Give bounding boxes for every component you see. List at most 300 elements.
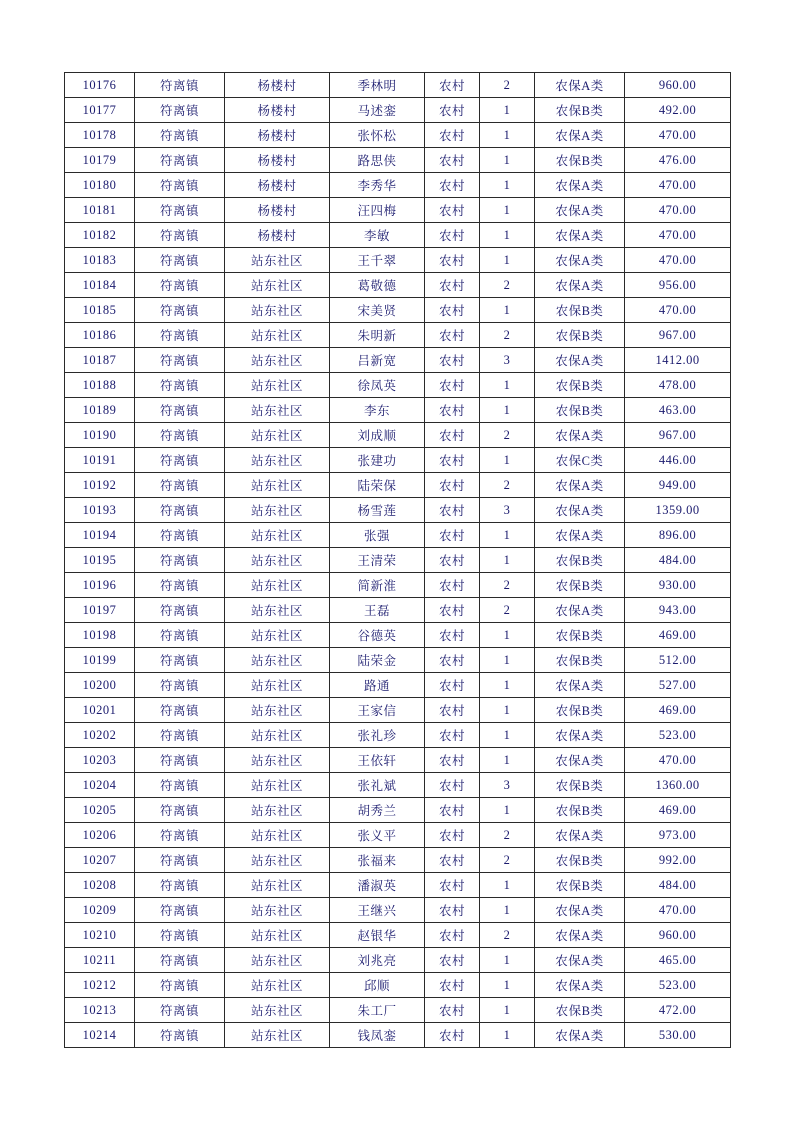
beneficiary-table [64, 72, 731, 1048]
cell-town: 符离镇 [135, 798, 225, 823]
table-row [65, 98, 731, 123]
cell-town: 符离镇 [135, 923, 225, 948]
cell-type: 农村 [425, 848, 480, 873]
cell-name: 张礼珍 [330, 723, 425, 748]
cell-amount: 1360.00 [625, 773, 731, 798]
cell-id: 10189 [65, 398, 135, 423]
table-row [65, 673, 731, 698]
cell-count: 3 [480, 348, 535, 373]
cell-category: 农保B类 [535, 798, 625, 823]
table-row [65, 348, 731, 373]
cell-id: 10185 [65, 298, 135, 323]
cell-category: 农保A类 [535, 173, 625, 198]
cell-town: 符离镇 [135, 498, 225, 523]
table-row [65, 448, 731, 473]
cell-category: 农保B类 [535, 998, 625, 1023]
table-row [65, 473, 731, 498]
cell-id: 10204 [65, 773, 135, 798]
cell-count: 1 [480, 223, 535, 248]
cell-category: 农保A类 [535, 598, 625, 623]
table-row [65, 698, 731, 723]
cell-count: 1 [480, 673, 535, 698]
cell-type: 农村 [425, 223, 480, 248]
cell-count: 1 [480, 648, 535, 673]
cell-count: 2 [480, 473, 535, 498]
table-row [65, 273, 731, 298]
cell-town: 符离镇 [135, 198, 225, 223]
cell-count: 1 [480, 723, 535, 748]
cell-type: 农村 [425, 198, 480, 223]
cell-count: 2 [480, 573, 535, 598]
cell-count: 1 [480, 523, 535, 548]
cell-category: 农保A类 [535, 898, 625, 923]
cell-amount: 476.00 [625, 148, 731, 173]
cell-name: 季林明 [330, 73, 425, 98]
cell-id: 10184 [65, 273, 135, 298]
cell-town: 符离镇 [135, 723, 225, 748]
cell-amount: 973.00 [625, 823, 731, 848]
cell-amount: 523.00 [625, 973, 731, 998]
cell-name: 马述銮 [330, 98, 425, 123]
cell-town: 符离镇 [135, 423, 225, 448]
table-row [65, 123, 731, 148]
cell-id: 10187 [65, 348, 135, 373]
cell-id: 10188 [65, 373, 135, 398]
table-body [65, 73, 731, 1048]
cell-town: 符离镇 [135, 98, 225, 123]
cell-type: 农村 [425, 323, 480, 348]
cell-id: 10192 [65, 473, 135, 498]
cell-amount: 472.00 [625, 998, 731, 1023]
table-row [65, 498, 731, 523]
cell-town: 符离镇 [135, 148, 225, 173]
cell-id: 10214 [65, 1023, 135, 1048]
cell-type: 农村 [425, 273, 480, 298]
cell-amount: 992.00 [625, 848, 731, 873]
cell-village: 站东社区 [225, 548, 330, 573]
cell-name: 路通 [330, 673, 425, 698]
cell-town: 符离镇 [135, 773, 225, 798]
cell-category: 农保A类 [535, 673, 625, 698]
cell-count: 1 [480, 623, 535, 648]
cell-amount: 478.00 [625, 373, 731, 398]
cell-count: 1 [480, 448, 535, 473]
cell-village: 杨楼村 [225, 123, 330, 148]
cell-town: 符离镇 [135, 298, 225, 323]
cell-town: 符离镇 [135, 748, 225, 773]
cell-village: 站东社区 [225, 498, 330, 523]
table-row [65, 1023, 731, 1048]
cell-name: 朱明新 [330, 323, 425, 348]
cell-type: 农村 [425, 423, 480, 448]
cell-type: 农村 [425, 123, 480, 148]
cell-type: 农村 [425, 798, 480, 823]
cell-town: 符离镇 [135, 73, 225, 98]
cell-category: 农保A类 [535, 948, 625, 973]
cell-village: 杨楼村 [225, 148, 330, 173]
cell-count: 1 [480, 698, 535, 723]
cell-village: 站东社区 [225, 998, 330, 1023]
cell-category: 农保B类 [535, 698, 625, 723]
cell-amount: 470.00 [625, 298, 731, 323]
cell-amount: 470.00 [625, 173, 731, 198]
cell-amount: 949.00 [625, 473, 731, 498]
table-row [65, 923, 731, 948]
cell-type: 农村 [425, 873, 480, 898]
cell-type: 农村 [425, 998, 480, 1023]
cell-count: 1 [480, 148, 535, 173]
cell-count: 1 [480, 173, 535, 198]
cell-count: 1 [480, 123, 535, 148]
cell-village: 站东社区 [225, 448, 330, 473]
cell-category: 农保B类 [535, 398, 625, 423]
cell-count: 1 [480, 998, 535, 1023]
cell-name: 路思侠 [330, 148, 425, 173]
cell-amount: 469.00 [625, 798, 731, 823]
cell-village: 站东社区 [225, 273, 330, 298]
cell-category: 农保B类 [535, 623, 625, 648]
cell-amount: 896.00 [625, 523, 731, 548]
cell-category: 农保A类 [535, 1023, 625, 1048]
cell-id: 10209 [65, 898, 135, 923]
cell-name: 朱工厂 [330, 998, 425, 1023]
cell-amount: 527.00 [625, 673, 731, 698]
cell-name: 胡秀兰 [330, 798, 425, 823]
cell-count: 3 [480, 498, 535, 523]
cell-type: 农村 [425, 898, 480, 923]
cell-amount: 469.00 [625, 623, 731, 648]
cell-type: 农村 [425, 373, 480, 398]
cell-amount: 484.00 [625, 873, 731, 898]
cell-village: 杨楼村 [225, 198, 330, 223]
cell-category: 农保B类 [535, 648, 625, 673]
cell-count: 3 [480, 773, 535, 798]
cell-village: 站东社区 [225, 673, 330, 698]
cell-village: 站东社区 [225, 823, 330, 848]
cell-amount: 469.00 [625, 698, 731, 723]
cell-type: 农村 [425, 348, 480, 373]
cell-count: 2 [480, 823, 535, 848]
cell-town: 符离镇 [135, 573, 225, 598]
cell-type: 农村 [425, 248, 480, 273]
cell-category: 农保B类 [535, 573, 625, 598]
cell-amount: 470.00 [625, 898, 731, 923]
table-row [65, 973, 731, 998]
cell-amount: 492.00 [625, 98, 731, 123]
cell-type: 农村 [425, 498, 480, 523]
cell-count: 1 [480, 298, 535, 323]
cell-town: 符离镇 [135, 173, 225, 198]
cell-id: 10202 [65, 723, 135, 748]
cell-name: 谷德英 [330, 623, 425, 648]
cell-count: 1 [480, 248, 535, 273]
cell-count: 1 [480, 548, 535, 573]
cell-name: 杨雪莲 [330, 498, 425, 523]
cell-name: 王千翠 [330, 248, 425, 273]
cell-id: 10200 [65, 673, 135, 698]
cell-category: 农保B类 [535, 298, 625, 323]
cell-id: 10177 [65, 98, 135, 123]
cell-id: 10213 [65, 998, 135, 1023]
cell-village: 站东社区 [225, 573, 330, 598]
cell-name: 王清荣 [330, 548, 425, 573]
cell-id: 10206 [65, 823, 135, 848]
cell-name: 潘淑英 [330, 873, 425, 898]
cell-id: 10183 [65, 248, 135, 273]
cell-type: 农村 [425, 673, 480, 698]
cell-village: 站东社区 [225, 423, 330, 448]
cell-name: 王家信 [330, 698, 425, 723]
table-row [65, 198, 731, 223]
cell-count: 1 [480, 948, 535, 973]
cell-category: 农保A类 [535, 748, 625, 773]
cell-category: 农保A类 [535, 273, 625, 298]
cell-category: 农保B类 [535, 873, 625, 898]
cell-amount: 446.00 [625, 448, 731, 473]
cell-type: 农村 [425, 73, 480, 98]
cell-id: 10176 [65, 73, 135, 98]
cell-amount: 470.00 [625, 248, 731, 273]
cell-id: 10190 [65, 423, 135, 448]
cell-name: 汪四梅 [330, 198, 425, 223]
cell-type: 农村 [425, 823, 480, 848]
cell-town: 符离镇 [135, 473, 225, 498]
cell-category: 农保A类 [535, 198, 625, 223]
cell-village: 站东社区 [225, 773, 330, 798]
cell-category: 农保C类 [535, 448, 625, 473]
cell-village: 站东社区 [225, 348, 330, 373]
cell-id: 10211 [65, 948, 135, 973]
cell-village: 站东社区 [225, 323, 330, 348]
cell-town: 符离镇 [135, 948, 225, 973]
table-row [65, 648, 731, 673]
cell-count: 1 [480, 873, 535, 898]
table-row [65, 398, 731, 423]
cell-village: 站东社区 [225, 873, 330, 898]
cell-name: 刘兆亮 [330, 948, 425, 973]
cell-name: 张建功 [330, 448, 425, 473]
cell-id: 10186 [65, 323, 135, 348]
cell-amount: 465.00 [625, 948, 731, 973]
cell-amount: 967.00 [625, 323, 731, 348]
cell-count: 2 [480, 598, 535, 623]
cell-name: 刘成顺 [330, 423, 425, 448]
cell-amount: 470.00 [625, 198, 731, 223]
table-row [65, 873, 731, 898]
cell-town: 符离镇 [135, 248, 225, 273]
cell-name: 王依轩 [330, 748, 425, 773]
cell-town: 符离镇 [135, 648, 225, 673]
cell-type: 农村 [425, 748, 480, 773]
cell-amount: 956.00 [625, 273, 731, 298]
cell-count: 2 [480, 73, 535, 98]
cell-town: 符离镇 [135, 698, 225, 723]
cell-town: 符离镇 [135, 373, 225, 398]
cell-id: 10178 [65, 123, 135, 148]
cell-count: 1 [480, 748, 535, 773]
cell-id: 10191 [65, 448, 135, 473]
cell-count: 1 [480, 1023, 535, 1048]
cell-village: 站东社区 [225, 1023, 330, 1048]
cell-village: 站东社区 [225, 523, 330, 548]
cell-amount: 1412.00 [625, 348, 731, 373]
cell-category: 农保B类 [535, 373, 625, 398]
cell-id: 10193 [65, 498, 135, 523]
cell-village: 站东社区 [225, 973, 330, 998]
cell-count: 1 [480, 198, 535, 223]
cell-village: 站东社区 [225, 848, 330, 873]
table-row [65, 423, 731, 448]
table-row [65, 898, 731, 923]
cell-village: 站东社区 [225, 623, 330, 648]
cell-type: 农村 [425, 623, 480, 648]
cell-count: 2 [480, 323, 535, 348]
cell-town: 符离镇 [135, 998, 225, 1023]
cell-town: 符离镇 [135, 623, 225, 648]
table-row [65, 598, 731, 623]
cell-name: 葛敬德 [330, 273, 425, 298]
cell-town: 符离镇 [135, 898, 225, 923]
cell-category: 农保A类 [535, 248, 625, 273]
cell-name: 陆荣金 [330, 648, 425, 673]
cell-category: 农保A类 [535, 73, 625, 98]
cell-category: 农保A类 [535, 423, 625, 448]
cell-town: 符离镇 [135, 1023, 225, 1048]
cell-name: 张福来 [330, 848, 425, 873]
cell-town: 符离镇 [135, 323, 225, 348]
cell-id: 10179 [65, 148, 135, 173]
cell-town: 符离镇 [135, 823, 225, 848]
table-row [65, 223, 731, 248]
cell-id: 10201 [65, 698, 135, 723]
cell-count: 1 [480, 373, 535, 398]
cell-village: 站东社区 [225, 648, 330, 673]
cell-name: 邱顺 [330, 973, 425, 998]
cell-amount: 512.00 [625, 648, 731, 673]
cell-amount: 530.00 [625, 1023, 731, 1048]
table-row [65, 323, 731, 348]
cell-category: 农保A类 [535, 723, 625, 748]
table-row [65, 248, 731, 273]
table-row [65, 573, 731, 598]
cell-category: 农保B类 [535, 148, 625, 173]
table-row [65, 148, 731, 173]
cell-amount: 943.00 [625, 598, 731, 623]
cell-town: 符离镇 [135, 123, 225, 148]
cell-category: 农保B类 [535, 548, 625, 573]
cell-name: 钱凤銮 [330, 1023, 425, 1048]
cell-id: 10196 [65, 573, 135, 598]
cell-category: 农保A类 [535, 523, 625, 548]
cell-name: 李秀华 [330, 173, 425, 198]
cell-name: 张义平 [330, 823, 425, 848]
cell-count: 1 [480, 973, 535, 998]
cell-village: 站东社区 [225, 898, 330, 923]
cell-amount: 470.00 [625, 748, 731, 773]
cell-name: 王继兴 [330, 898, 425, 923]
cell-type: 农村 [425, 698, 480, 723]
cell-village: 站东社区 [225, 923, 330, 948]
cell-count: 2 [480, 273, 535, 298]
cell-village: 站东社区 [225, 373, 330, 398]
cell-town: 符离镇 [135, 448, 225, 473]
cell-type: 农村 [425, 173, 480, 198]
cell-id: 10194 [65, 523, 135, 548]
table-row [65, 723, 731, 748]
cell-category: 农保A类 [535, 348, 625, 373]
cell-village: 站东社区 [225, 248, 330, 273]
cell-type: 农村 [425, 98, 480, 123]
cell-category: 农保A类 [535, 973, 625, 998]
cell-count: 1 [480, 798, 535, 823]
cell-town: 符离镇 [135, 673, 225, 698]
table-row [65, 623, 731, 648]
cell-village: 杨楼村 [225, 73, 330, 98]
cell-type: 农村 [425, 648, 480, 673]
cell-type: 农村 [425, 598, 480, 623]
table-row [65, 173, 731, 198]
cell-count: 1 [480, 98, 535, 123]
cell-type: 农村 [425, 548, 480, 573]
cell-town: 符离镇 [135, 873, 225, 898]
cell-category: 农保B类 [535, 323, 625, 348]
cell-category: 农保B类 [535, 773, 625, 798]
cell-id: 10205 [65, 798, 135, 823]
cell-town: 符离镇 [135, 398, 225, 423]
cell-id: 10203 [65, 748, 135, 773]
cell-type: 农村 [425, 973, 480, 998]
cell-name: 赵银华 [330, 923, 425, 948]
cell-id: 10197 [65, 598, 135, 623]
cell-village: 站东社区 [225, 948, 330, 973]
cell-town: 符离镇 [135, 598, 225, 623]
cell-village: 站东社区 [225, 723, 330, 748]
cell-type: 农村 [425, 473, 480, 498]
cell-id: 10195 [65, 548, 135, 573]
table-row [65, 548, 731, 573]
cell-category: 农保A类 [535, 473, 625, 498]
cell-name: 宋美贤 [330, 298, 425, 323]
cell-village: 站东社区 [225, 398, 330, 423]
cell-category: 农保A类 [535, 123, 625, 148]
cell-amount: 930.00 [625, 573, 731, 598]
cell-amount: 960.00 [625, 73, 731, 98]
cell-type: 农村 [425, 148, 480, 173]
cell-name: 王磊 [330, 598, 425, 623]
cell-village: 站东社区 [225, 798, 330, 823]
cell-id: 10198 [65, 623, 135, 648]
cell-name: 徐凤英 [330, 373, 425, 398]
cell-id: 10199 [65, 648, 135, 673]
cell-type: 农村 [425, 398, 480, 423]
cell-category: 农保A类 [535, 498, 625, 523]
cell-town: 符离镇 [135, 273, 225, 298]
cell-id: 10182 [65, 223, 135, 248]
cell-category: 农保A类 [535, 923, 625, 948]
cell-amount: 463.00 [625, 398, 731, 423]
cell-village: 站东社区 [225, 748, 330, 773]
cell-village: 站东社区 [225, 698, 330, 723]
cell-village: 站东社区 [225, 598, 330, 623]
table-row [65, 298, 731, 323]
cell-village: 杨楼村 [225, 173, 330, 198]
cell-village: 站东社区 [225, 298, 330, 323]
table-row [65, 773, 731, 798]
cell-amount: 484.00 [625, 548, 731, 573]
table-row [65, 848, 731, 873]
cell-count: 2 [480, 923, 535, 948]
cell-type: 农村 [425, 573, 480, 598]
